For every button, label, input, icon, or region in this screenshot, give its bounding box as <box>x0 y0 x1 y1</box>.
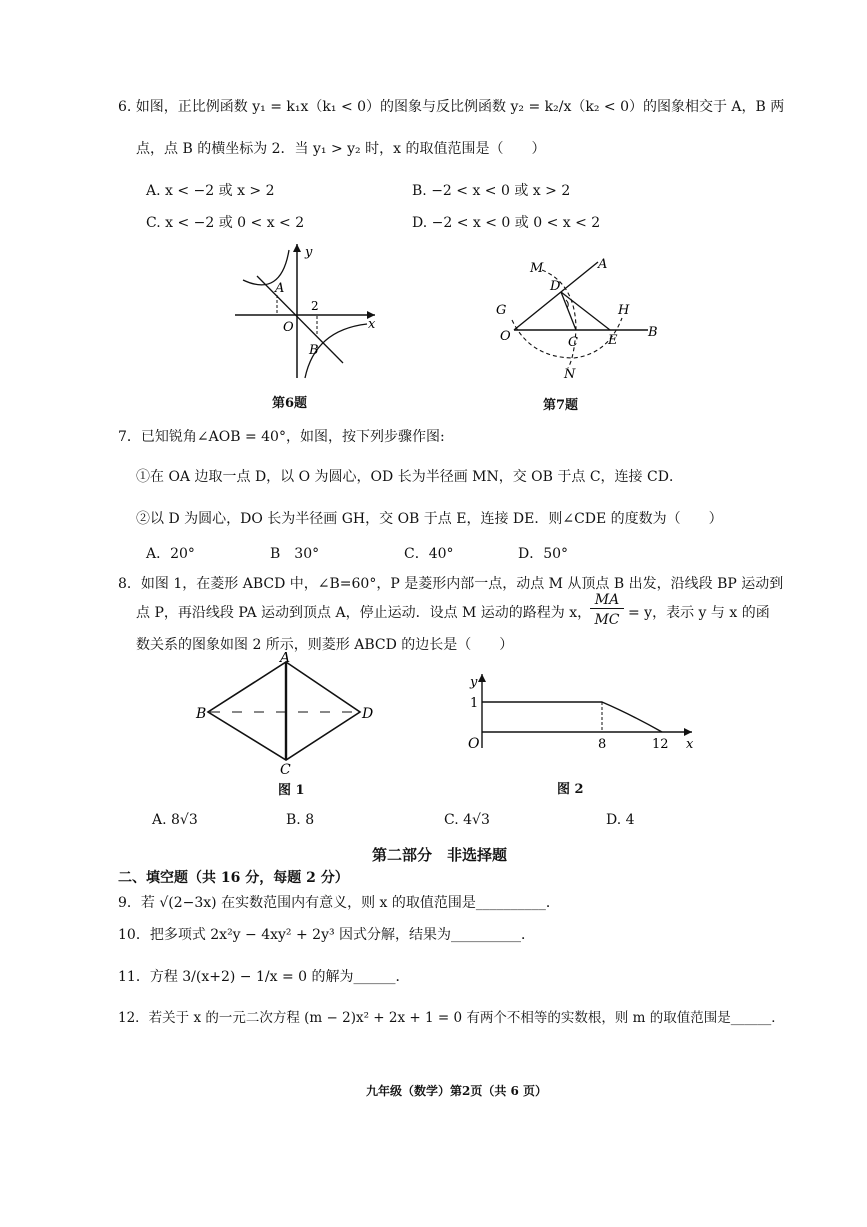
q8-stem-line3: 数关系的图象如图 2 所示，则菱形 ABCD 的边长是（ ） <box>136 637 514 653</box>
q8-fig2-label-y: y <box>470 675 478 690</box>
q8-fig1-label-a: A <box>280 652 291 666</box>
q6-line-y1 <box>257 276 343 363</box>
q8-figure-2 <box>460 670 700 754</box>
q8-fraction-denominator: MC <box>594 612 620 628</box>
q6-label-y: y <box>305 245 313 260</box>
q8-rhombus <box>208 662 360 760</box>
q8-fig1-label-c: C <box>280 762 291 774</box>
q6-option-a[interactable]: A. x < −2 或 x > 2 <box>146 183 275 199</box>
q7-step1: ①在 OA 边取一点 D，以 O 为圆心，OD 长为半径画 MN，交 OB 于点 C，连接 CD． <box>136 469 683 485</box>
part2-title: 第二部分 非选择题 <box>372 846 508 864</box>
q7-step2: ②以 D 为圆心，DO 长为半径画 GH，交 OB 于点 E，连接 DE．则∠CDE 的度数为（ ） <box>136 511 723 527</box>
q7-label-n: N <box>564 367 576 382</box>
section2-header: 二、填空题（共 16 分，每题 2 分） <box>118 870 349 886</box>
q6-figure <box>225 238 385 388</box>
q6-option-d[interactable]: D. −2 < x < 0 或 0 < x < 2 <box>412 215 601 231</box>
q7-label-e: E <box>608 333 618 348</box>
q6-label-a: A <box>275 281 285 296</box>
q12-stem: 12．若关于 x 的一元二次方程 (m − 2)x² + 2x + 1 = 0 有两个不相等的实数根，则 m 的取值范围是______． <box>118 1010 785 1026</box>
q8-option-c[interactable]: C. 4√3 <box>444 812 490 828</box>
q8-fig1-caption: 图 1 <box>278 783 305 798</box>
q8-figure-1 <box>190 652 380 774</box>
q7-label-c: C <box>568 335 578 350</box>
q8-option-d[interactable]: D. 4 <box>606 812 635 828</box>
q7-label-a: A <box>598 257 608 272</box>
q6-label-x: x <box>368 317 376 332</box>
q6-option-b[interactable]: B. −2 < x < 0 或 x > 2 <box>412 183 571 199</box>
q7-figure <box>490 254 665 384</box>
q8-fraction-numerator: MA <box>590 592 624 609</box>
q7-arc-gh <box>512 318 622 358</box>
q8-fig1-label-d: D <box>362 706 374 722</box>
q7-label-d: D <box>550 279 561 294</box>
q11-stem: 11．方程 3/(x+2) − 1/x = 0 的解为______． <box>118 969 410 985</box>
q8-stem-line2-b: = y，表示 y 与 x 的函 <box>628 605 770 621</box>
q8-fig2-label-8: 8 <box>598 737 607 752</box>
q7-option-d[interactable]: D．50° <box>518 546 569 562</box>
q7-label-b: B <box>648 325 658 340</box>
q8-fig1-label-b: B <box>196 706 207 722</box>
q6-label-tick: 2 <box>311 299 319 313</box>
q7-label-o: O <box>500 329 511 344</box>
q7-label-m: M <box>530 261 544 276</box>
q7-option-b[interactable]: B 30° <box>270 546 320 562</box>
q8-fig2-label-x: x <box>686 737 694 752</box>
q6-label-b: B <box>309 343 319 358</box>
q8-option-a[interactable]: A. 8√3 <box>152 812 198 828</box>
q7-ray-oa <box>514 262 598 330</box>
q6-option-c[interactable]: C. x < −2 或 0 < x < 2 <box>146 215 305 231</box>
q8-fig2-label-12: 12 <box>652 737 669 752</box>
q8-fig2-label-o: O <box>468 736 480 752</box>
q10-stem: 10．把多项式 2x²y − 4xy² + 2y³ 因式分解，结果为__________． <box>118 927 536 943</box>
page-footer: 九年级（数学）第2页（共 6 页） <box>366 1084 548 1098</box>
q9-stem: 9．若 √(2−3x) 在实数范围内有意义，则 x 的取值范围是__________． <box>118 895 560 911</box>
q7-caption: 第7题 <box>543 398 579 413</box>
q8-stem-line2-a: 点 P，再沿线段 PA 运动到顶点 A，停止运动．设点 M 运动的路程为 x， <box>136 605 592 621</box>
q6-hyperbola-left <box>243 250 289 285</box>
q7-option-c[interactable]: C．40° <box>404 546 454 562</box>
q8-fig2-curve <box>482 702 662 732</box>
q6-stem-line2: 点，点 B 的横坐标为 2．当 y₁ > y₂ 时，x 的取值范围是（ ） <box>136 141 546 157</box>
q8-option-b[interactable]: B. 8 <box>286 812 315 828</box>
q8-stem-line1: 8．如图 1，在菱形 ABCD 中，∠B=60°，P 是菱形内部一点，动点 M 从顶点 B 出发，沿线段 BP 运动到 <box>118 576 784 592</box>
q7-option-a[interactable]: A．20° <box>146 546 195 562</box>
q8-fig2-label-one: 1 <box>470 696 479 711</box>
q6-caption: 第6题 <box>272 396 308 411</box>
q7-label-h: H <box>618 303 630 318</box>
q8-fig2-caption: 图 2 <box>557 782 584 797</box>
q7-stem-line1: 7．已知锐角∠AOB = 40°，如图，按下列步骤作图: <box>118 429 445 445</box>
q6-label-o: O <box>283 320 294 335</box>
q6-stem-line1: 6. 如图，正比例函数 y₁ = k₁x（k₁ < 0）的图象与反比例函数 y₂ = k₂/x（k₂ < 0）的图象相交于 A，B 两 <box>118 99 785 115</box>
q7-label-g: G <box>496 303 507 318</box>
